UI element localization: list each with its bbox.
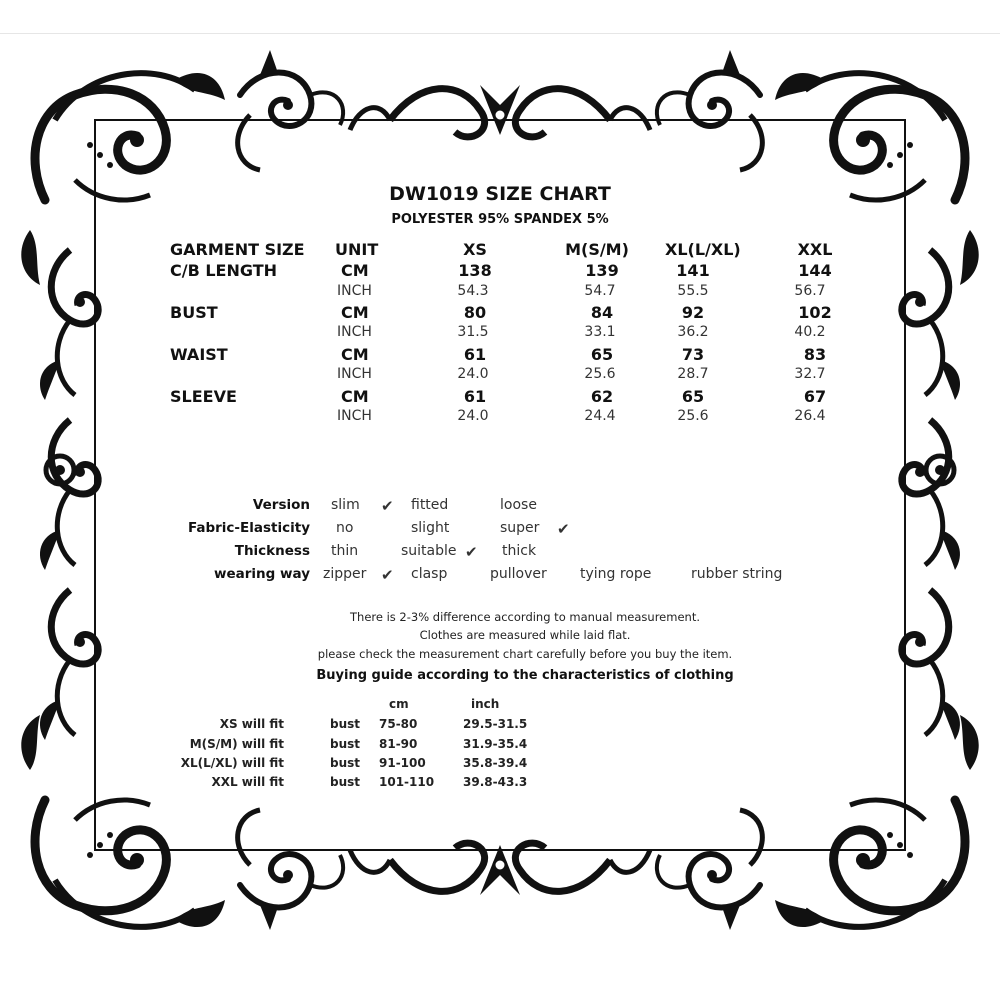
unit-inch: INCH bbox=[337, 366, 372, 382]
row-label-sleeve: SLEEVE bbox=[170, 387, 237, 406]
cell-cb-length-xxl-inch: 56.7 bbox=[794, 283, 826, 299]
unit-cm: CM bbox=[341, 387, 369, 406]
option-no: no bbox=[336, 520, 354, 536]
row-label-cb-length: C/B LENGTH bbox=[170, 261, 278, 280]
char-label-thickness: Thickness bbox=[234, 543, 310, 559]
char-label-wearing-way: wearing way bbox=[214, 566, 310, 582]
unit-inch: INCH bbox=[337, 324, 372, 340]
check-icon: ✔ bbox=[381, 566, 394, 584]
cell-cb-length-m-inch: 54.7 bbox=[584, 283, 616, 299]
cell-cb-length-xl-cm: 141 bbox=[676, 261, 710, 280]
guide-inch-xs: 29.5-31.5 bbox=[463, 717, 528, 731]
check-icon: ✔ bbox=[557, 520, 570, 538]
cell-bust-xs-cm: 80 bbox=[463, 303, 487, 322]
buying-guide-title: Buying guide according to the characteristics of clothing bbox=[316, 668, 734, 683]
option-clasp: clasp bbox=[411, 566, 448, 582]
cell-waist-xxl-inch: 32.7 bbox=[794, 366, 826, 382]
cell-sleeve-xs-inch: 24.0 bbox=[457, 408, 489, 424]
option-rubber-string: rubber string bbox=[691, 566, 783, 582]
buying-guide-col-inch: inch bbox=[471, 697, 500, 711]
guide-part: bust bbox=[330, 737, 361, 751]
cell-waist-xs-cm: 61 bbox=[463, 345, 487, 364]
cell-waist-m-inch: 25.6 bbox=[584, 366, 616, 382]
guide-fit-xxl: XXL will fit bbox=[211, 775, 284, 789]
option-fitted: fitted bbox=[411, 497, 449, 513]
cell-bust-xs-inch: 31.5 bbox=[457, 324, 489, 340]
option-pullover: pullover bbox=[490, 566, 547, 582]
cell-bust-xl-cm: 92 bbox=[681, 303, 705, 322]
option-suitable: suitable bbox=[401, 543, 457, 559]
unit-cm: CM bbox=[341, 261, 369, 280]
guide-inch-m: 31.9-35.4 bbox=[463, 737, 528, 751]
unit-cm: CM bbox=[341, 345, 369, 364]
guide-part: bust bbox=[330, 717, 361, 731]
guide-part: bust bbox=[330, 756, 361, 770]
note-check-chart: please check the measurement chart carefully before you buy the item. bbox=[317, 647, 733, 661]
unit-inch: INCH bbox=[337, 408, 372, 424]
char-label-version: Version bbox=[252, 497, 310, 513]
cell-cb-length-m-cm: 139 bbox=[585, 261, 619, 280]
guide-cm-xl: 91-100 bbox=[379, 756, 426, 770]
cell-cb-length-xxl-cm: 144 bbox=[798, 261, 832, 280]
cell-sleeve-m-inch: 24.4 bbox=[584, 408, 616, 424]
cell-waist-xl-inch: 28.7 bbox=[677, 366, 709, 382]
header-unit: UNIT bbox=[335, 240, 379, 259]
note-laid-flat: Clothes are measured while laid flat. bbox=[419, 628, 631, 642]
header-size-m: M(S/M) bbox=[565, 240, 629, 259]
guide-cm-m: 81-90 bbox=[379, 737, 418, 751]
check-icon: ✔ bbox=[465, 543, 478, 561]
note-measurement-difference: There is 2-3% difference according to manual measurement. bbox=[350, 610, 700, 624]
guide-cm-xs: 75-80 bbox=[379, 717, 418, 731]
page-subtitle: POLYESTER 95% SPANDEX 5% bbox=[391, 212, 609, 227]
row-label-waist: WAIST bbox=[170, 345, 228, 364]
option-zipper: zipper bbox=[323, 566, 367, 582]
check-icon: ✔ bbox=[381, 497, 394, 515]
guide-fit-xs: XS will fit bbox=[219, 717, 284, 731]
unit-inch: INCH bbox=[337, 283, 372, 299]
cell-bust-m-cm: 84 bbox=[590, 303, 614, 322]
cell-sleeve-xxl-cm: 67 bbox=[803, 387, 827, 406]
cell-sleeve-m-cm: 62 bbox=[590, 387, 614, 406]
header-size-xxl: XXL bbox=[797, 240, 833, 259]
unit-cm: CM bbox=[341, 303, 369, 322]
buying-guide-col-cm: cm bbox=[389, 697, 409, 711]
cell-waist-m-cm: 65 bbox=[590, 345, 614, 364]
header-size-xs: XS bbox=[463, 240, 487, 259]
cell-sleeve-xs-cm: 61 bbox=[463, 387, 487, 406]
option-slim: slim bbox=[331, 497, 360, 513]
cell-waist-xl-cm: 73 bbox=[681, 345, 705, 364]
cell-cb-length-xl-inch: 55.5 bbox=[677, 283, 709, 299]
cell-sleeve-xl-cm: 65 bbox=[681, 387, 705, 406]
cell-waist-xs-inch: 24.0 bbox=[457, 366, 489, 382]
cell-bust-m-inch: 33.1 bbox=[584, 324, 616, 340]
option-loose: loose bbox=[500, 497, 537, 513]
option-slight: slight bbox=[411, 520, 450, 536]
cell-waist-xxl-cm: 83 bbox=[803, 345, 827, 364]
char-label-fabric-elasticity: Fabric-Elasticity bbox=[187, 520, 310, 536]
guide-part: bust bbox=[330, 775, 361, 789]
cell-bust-xl-inch: 36.2 bbox=[677, 324, 709, 340]
guide-fit-m: M(S/M) will fit bbox=[189, 737, 284, 751]
row-label-bust: BUST bbox=[170, 303, 218, 322]
header-size-xl: XL(L/XL) bbox=[665, 240, 741, 259]
cell-bust-xxl-inch: 40.2 bbox=[794, 324, 826, 340]
header-garment-size: GARMENT SIZE bbox=[170, 240, 305, 259]
option-thin: thin bbox=[331, 543, 359, 559]
cell-bust-xxl-cm: 102 bbox=[798, 303, 832, 322]
page-title: DW1019 SIZE CHART bbox=[389, 183, 611, 205]
guide-inch-xxl: 39.8-43.3 bbox=[463, 775, 528, 789]
option-thick: thick bbox=[502, 543, 537, 559]
guide-cm-xxl: 101-110 bbox=[379, 775, 435, 789]
cell-cb-length-xs-inch: 54.3 bbox=[457, 283, 489, 299]
cell-cb-length-xs-cm: 138 bbox=[458, 261, 492, 280]
guide-fit-xl: XL(L/XL) will fit bbox=[180, 756, 284, 770]
option-super: super bbox=[500, 520, 540, 536]
cell-sleeve-xl-inch: 25.6 bbox=[677, 408, 709, 424]
cell-sleeve-xxl-inch: 26.4 bbox=[794, 408, 826, 424]
guide-inch-xl: 35.8-39.4 bbox=[463, 756, 528, 770]
option-tying-rope: tying rope bbox=[580, 566, 652, 582]
